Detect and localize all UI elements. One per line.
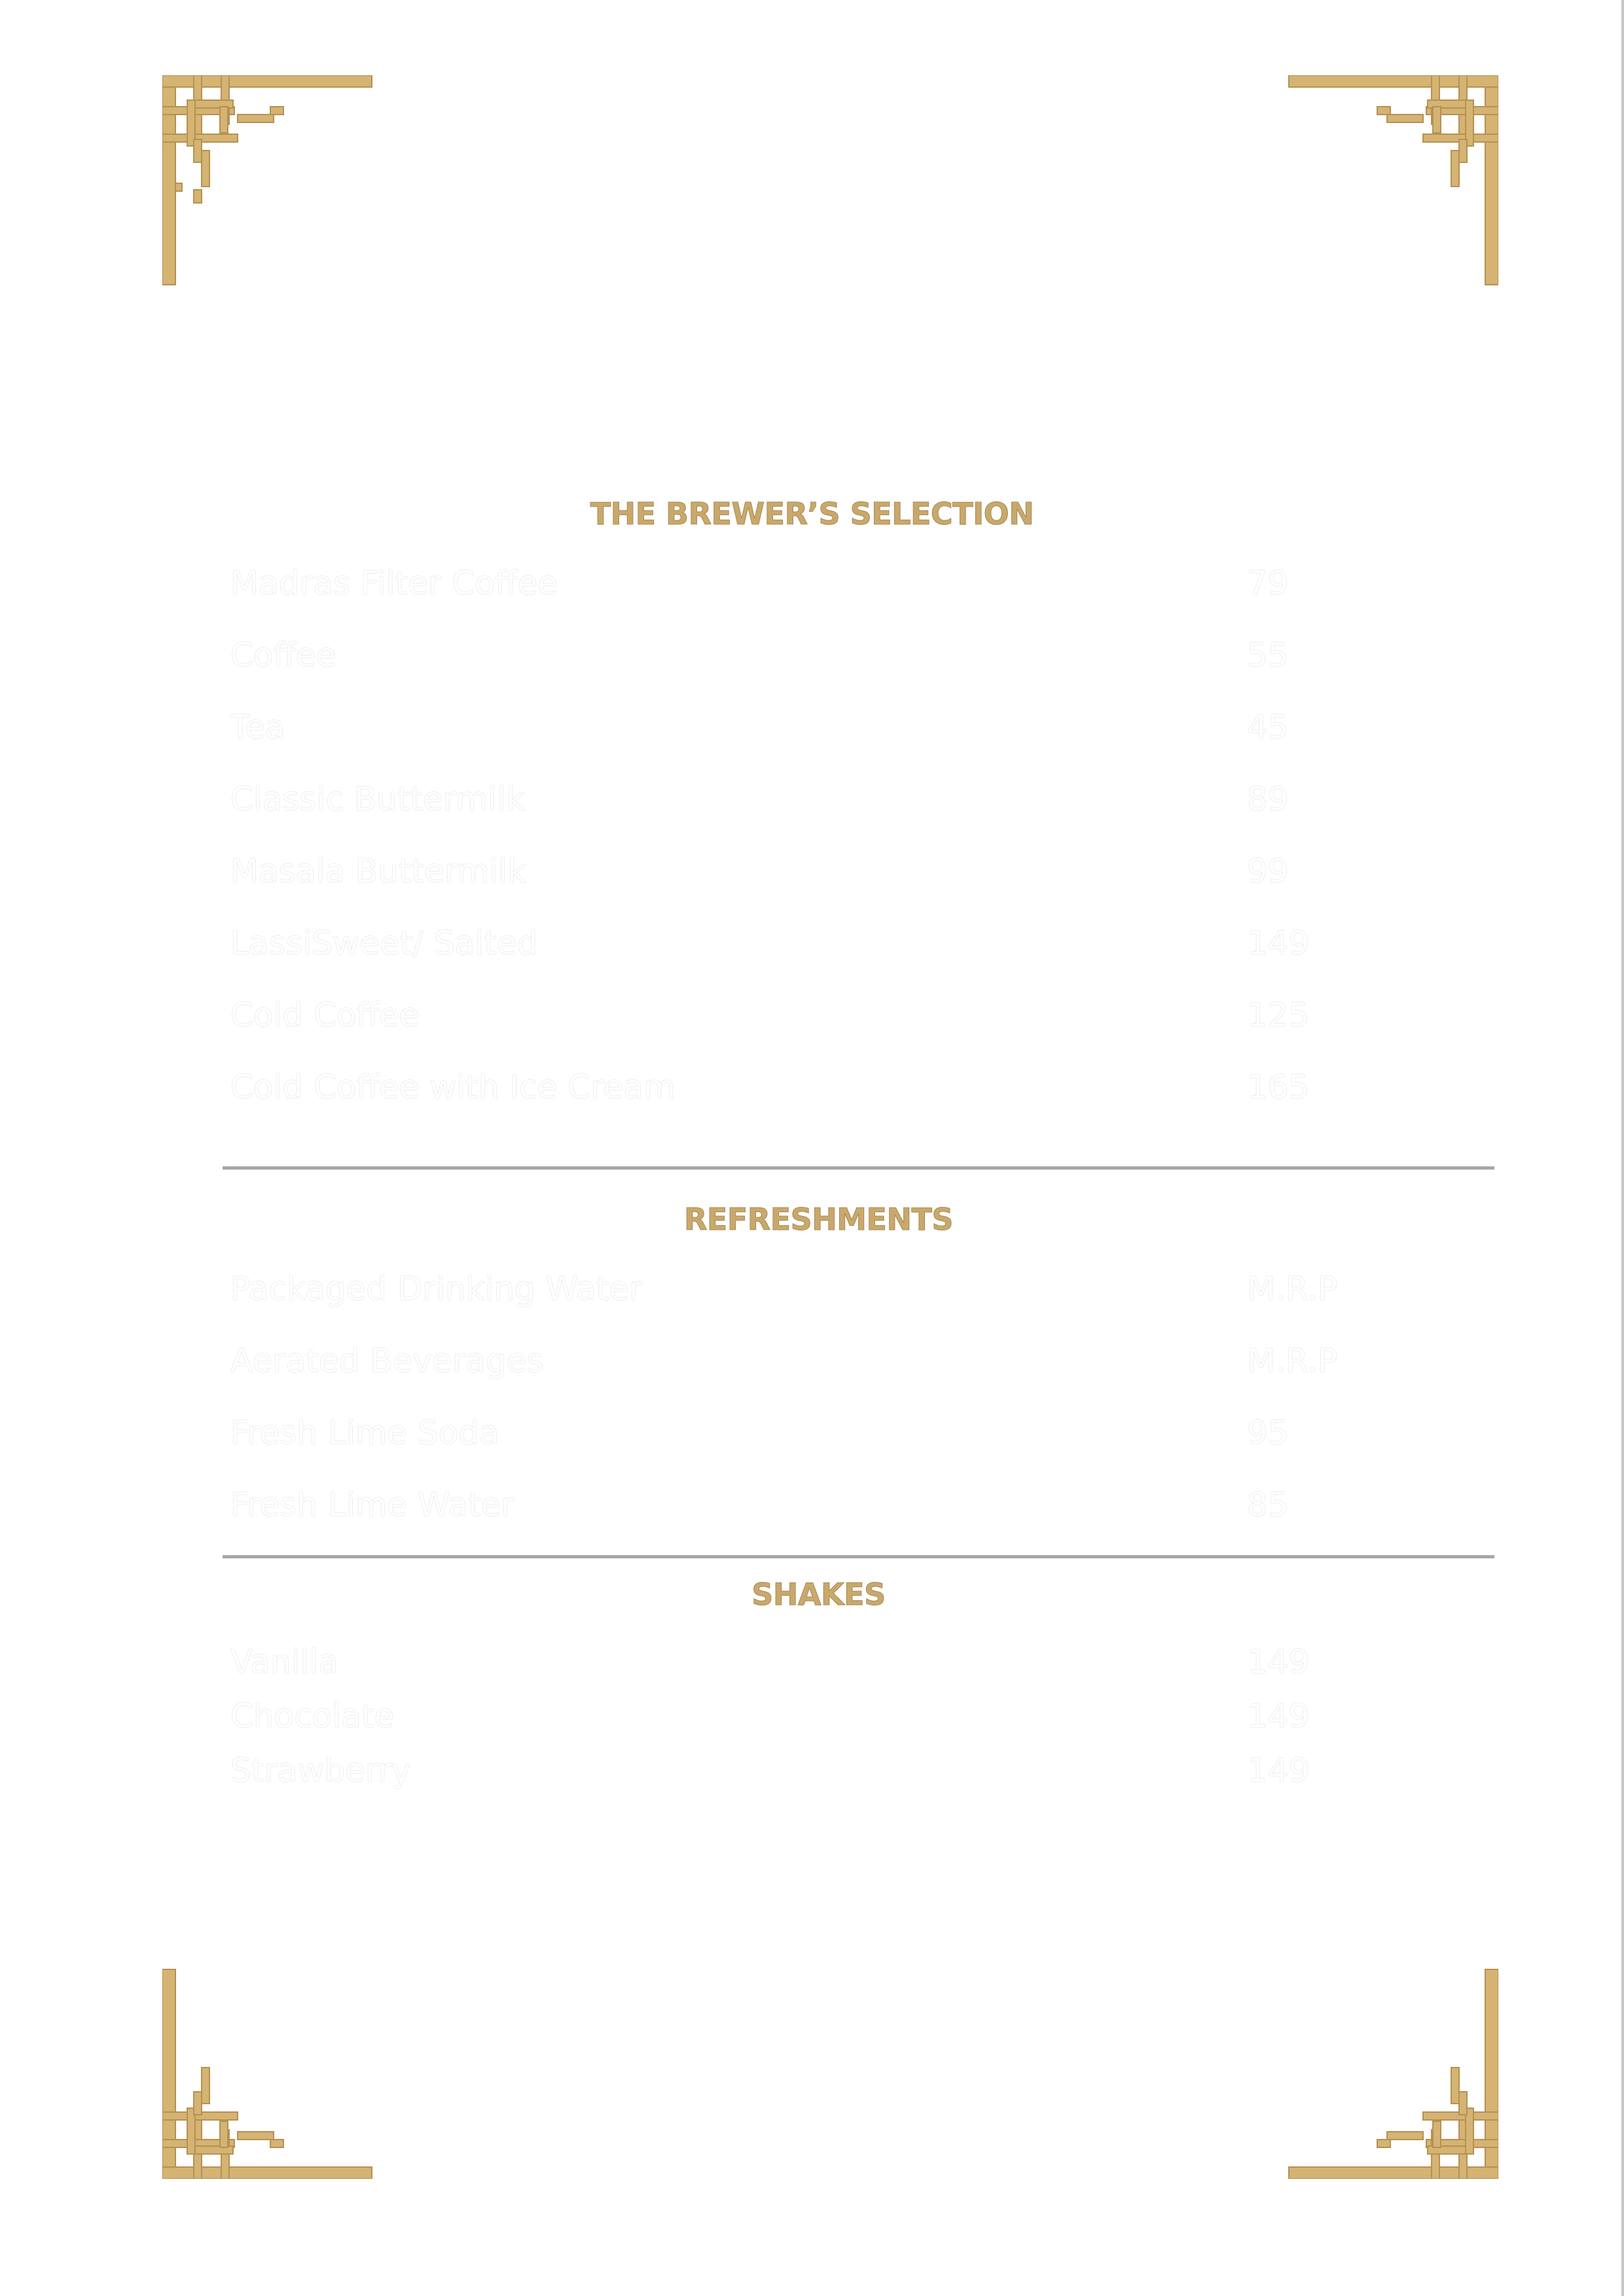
item-name: Packaged Drinking Water — [230, 1270, 643, 1308]
menu-item — [230, 1270, 1343, 1342]
menu-item — [230, 1643, 1343, 1697]
menu-item — [230, 1697, 1343, 1751]
item-price: 125 — [1247, 996, 1310, 1034]
section-title-brewers-selection: THE BREWER’S SELECTION — [590, 496, 1034, 531]
item-price: 99 — [1247, 852, 1289, 890]
item-name: LassiSweet/ Salted — [230, 924, 538, 962]
menu-list-refreshments — [230, 1270, 1343, 1558]
menu-item — [230, 1414, 1343, 1486]
section-divider — [223, 1166, 1494, 1170]
corner-ornament-top-right — [1276, 75, 1498, 298]
item-price: M.R.P — [1247, 1270, 1338, 1308]
corner-ornament-bottom-right — [1276, 1956, 1498, 2179]
item-name: Madras Filter Coffee — [230, 564, 558, 602]
item-price: 85 — [1247, 1486, 1289, 1524]
corner-ornament-icon — [1276, 75, 1498, 298]
item-price: 165 — [1247, 1068, 1310, 1106]
menu-item — [230, 1068, 1343, 1140]
item-name: Masala Buttermilk — [230, 852, 526, 890]
item-name: Chocolate — [230, 1697, 395, 1735]
menu-item — [230, 1486, 1343, 1558]
menu-item — [230, 636, 1343, 708]
item-name: Coffee — [230, 636, 336, 674]
item-name: Cold Coffee — [230, 996, 420, 1034]
menu-item — [230, 564, 1343, 636]
menu-item — [230, 708, 1343, 780]
corner-ornament-icon — [1276, 1956, 1498, 2179]
item-price: 79 — [1247, 564, 1289, 602]
menu-item — [230, 852, 1343, 924]
item-name: Strawberry — [230, 1751, 411, 1789]
corner-ornament-icon — [162, 1956, 385, 2179]
corner-ornament-icon — [162, 75, 385, 298]
item-price: 55 — [1247, 636, 1289, 674]
menu-list-brewers-selection — [230, 564, 1343, 1140]
corner-ornament-bottom-left — [162, 1956, 385, 2179]
item-price: M.R.P — [1247, 1342, 1338, 1380]
corner-ornament-top-left — [162, 75, 385, 298]
menu-list-shakes — [230, 1643, 1343, 1806]
item-name: Fresh Lime Water — [230, 1486, 514, 1524]
item-price: 149 — [1247, 1643, 1310, 1681]
section-title-shakes: SHAKES — [751, 1577, 886, 1612]
menu-item — [230, 1751, 1343, 1806]
section-title-refreshments: REFRESHMENTS — [684, 1202, 953, 1237]
item-price: 45 — [1247, 708, 1289, 746]
item-name: Vanilla — [230, 1643, 338, 1681]
item-price: 149 — [1247, 924, 1310, 962]
item-price: 95 — [1247, 1414, 1289, 1452]
page-edge — [1621, 0, 1624, 2296]
menu-item — [230, 1342, 1343, 1414]
item-name: Classic Buttermilk — [230, 780, 525, 818]
item-name: Tea — [230, 708, 285, 746]
item-name: Aerated Beverages — [230, 1342, 544, 1380]
item-price: 89 — [1247, 780, 1289, 818]
item-price: 149 — [1247, 1697, 1310, 1735]
item-name: Cold Coffee with Ice Cream — [230, 1068, 676, 1106]
section-divider — [223, 1555, 1494, 1558]
item-name: Fresh Lime Soda — [230, 1414, 499, 1452]
item-price: 149 — [1247, 1751, 1310, 1789]
menu-item — [230, 924, 1343, 996]
menu-item — [230, 780, 1343, 852]
menu-item — [230, 996, 1343, 1068]
